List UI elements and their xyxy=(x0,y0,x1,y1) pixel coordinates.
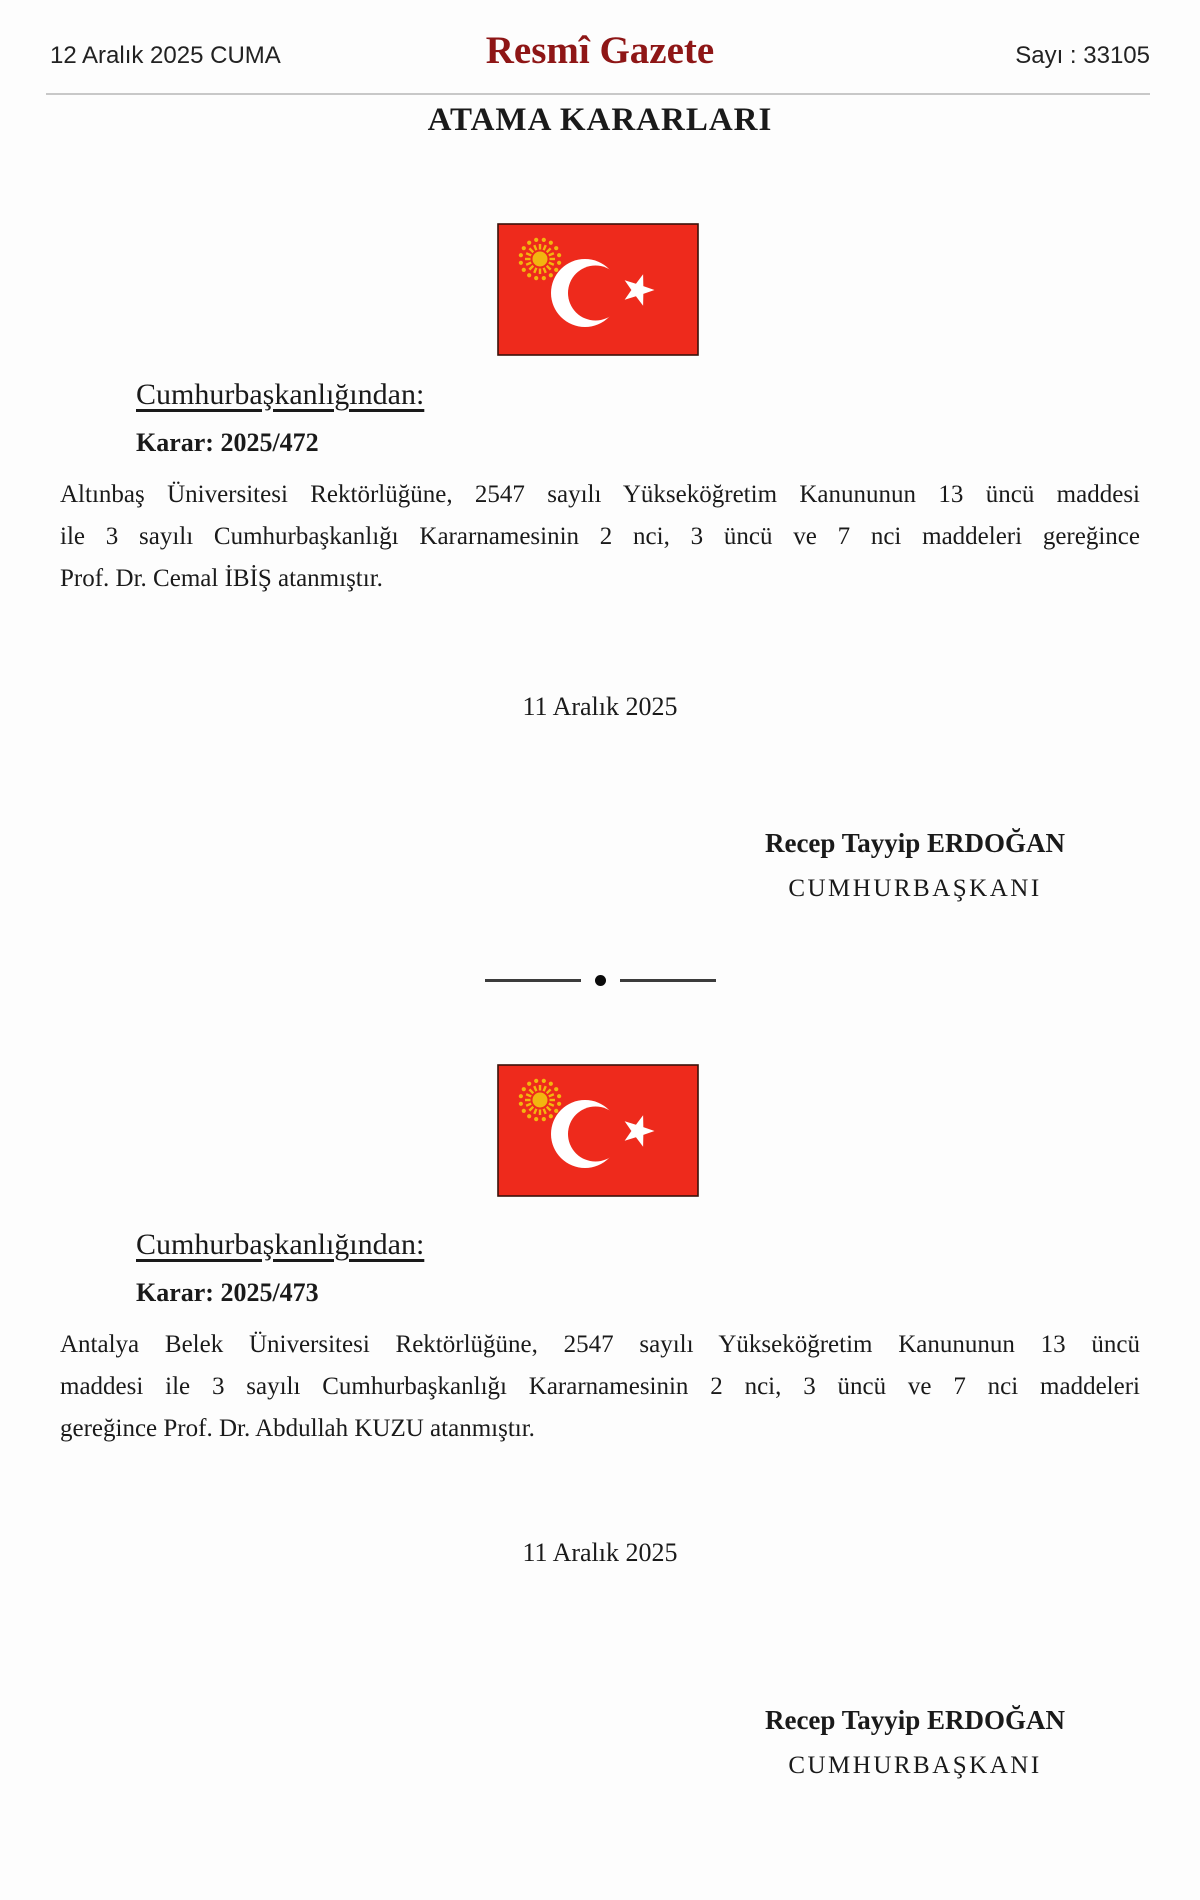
issuing-authority-heading: Cumhurbaşkanlığından: xyxy=(136,378,425,411)
divider-dot-icon xyxy=(595,975,606,986)
masthead-title: Resmî Gazete xyxy=(485,29,715,72)
presidential-flag-icon xyxy=(497,1064,699,1197)
decree-date: 11 Aralık 2025 xyxy=(522,692,678,721)
signature-block xyxy=(740,1705,1090,1780)
masthead-divider-rule xyxy=(46,93,1150,95)
turkish-flag-graphic xyxy=(497,1064,699,1197)
page-title: ATAMA KARARLARI xyxy=(427,102,773,138)
masthead-date: 12 Aralık 2025 CUMA xyxy=(50,42,281,69)
signatory-title: CUMHURBAŞKANI xyxy=(788,1752,1042,1779)
masthead xyxy=(0,0,1200,95)
decision-number: Karar: 2025/473 xyxy=(136,1278,319,1307)
decree-body xyxy=(60,1324,1140,1450)
divider-line xyxy=(485,979,581,982)
section-divider xyxy=(0,975,1200,986)
masthead-issue-number: Sayı : 33105 xyxy=(1015,42,1150,69)
divider-line xyxy=(620,979,716,982)
decree-body-line: gereğince Prof. Dr. Abdullah KUZU atanmıştır. xyxy=(60,1415,535,1442)
decree-body-line: Altınbaş Üniversitesi Rektörlüğüne, 2547 sayılı Yükseköğretim Kanununun 13 üncü maddesi xyxy=(60,481,1140,508)
signatory-title: CUMHURBAŞKANI xyxy=(788,875,1042,902)
presidential-flag-icon xyxy=(497,223,699,356)
decree-body-line: Prof. Dr. Cemal İBİŞ atanmıştır. xyxy=(60,565,383,592)
signatory-name: Recep Tayyip ERDOĞAN xyxy=(764,828,1066,858)
decision-number: Karar: 2025/472 xyxy=(136,428,319,457)
decree-body xyxy=(60,474,1140,600)
decree-date: 11 Aralık 2025 xyxy=(522,1538,678,1567)
signature-block xyxy=(740,828,1090,903)
decree-body-line: maddesi ile 3 sayılı Cumhurbaşkanlığı Kararnamesinin 2 nci, 3 üncü ve 7 nci maddeleri xyxy=(60,1373,1140,1400)
turkish-flag-graphic xyxy=(497,223,699,356)
decree-body-line: ile 3 sayılı Cumhurbaşkanlığı Kararnamesinin 2 nci, 3 üncü ve 7 nci maddeleri gereğince xyxy=(60,523,1140,550)
issuing-authority-heading: Cumhurbaşkanlığından: xyxy=(136,1228,425,1261)
signatory-name: Recep Tayyip ERDOĞAN xyxy=(764,1705,1066,1735)
decree-body-line: Antalya Belek Üniversitesi Rektörlüğüne, 2547 sayılı Yükseköğretim Kanununun 13 üncü xyxy=(60,1331,1140,1358)
